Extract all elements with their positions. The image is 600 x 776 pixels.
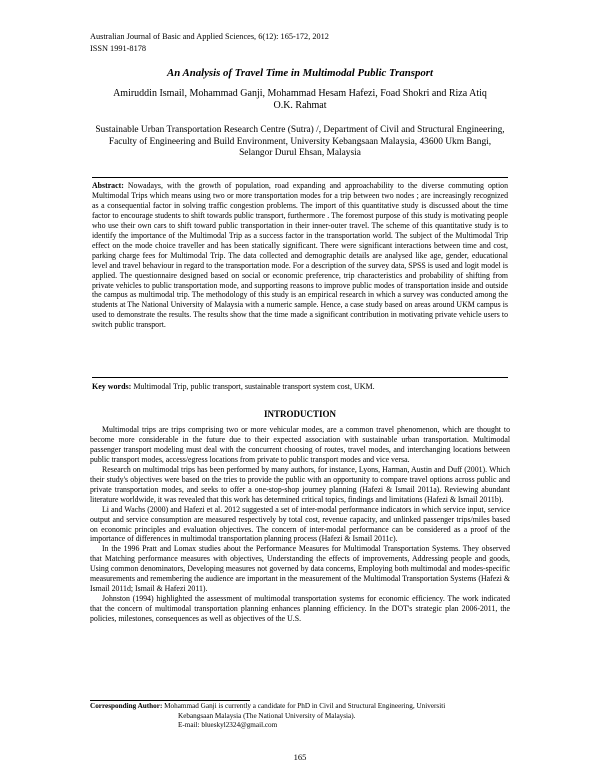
abstract <box>92 181 508 330</box>
footnote-rule <box>90 700 250 701</box>
journal-citation: Australian Journal of Basic and Applied Sciences, 6(12): 165-172, 2012 <box>90 32 329 41</box>
footnote-line-1 <box>90 702 520 712</box>
journal-issn: ISSN 1991-8178 <box>90 43 147 53</box>
page-number: 165 <box>293 752 307 762</box>
abstract-label: Abstract: <box>92 181 124 190</box>
paragraph: In the 1996 Pratt and Lomax studies about the Performance Measures for Multimodal Transportation Systems. They observed that Matching performance measures with objectives, Understanding the effects of improvements, Addressing people and goods, Using common denominators, Developing measures not governed by data concerns, Employing both multimodal and modes-specific measurements and remembering the audience are important in the measurement of the Multimodal Transportation Systems (Hafezi & Ismail 2011d; Ismail & Hafezi 2011). <box>90 544 510 594</box>
footnote-text-2: Kebangsaan Malaysia (The National University of Malaysia). <box>178 711 356 720</box>
footnote-email: E-mail: blueskyl2324@gmail.com <box>178 721 278 729</box>
paragraph: Li and Wachs (2000) and Hafezi et al. 2012 suggested a set of inter-modal performance indicators in which service input, service output and service consumption are measured respectively by total cost, revenue capacity, and unlinked passenger trips/miles based on economic principles and evaluation objectives. The concern of inter-modal performance can be considered as a proof of the importance of differences in multimodal transportation planning process (Hafezi & Ismail 2011c). <box>90 504 510 544</box>
corresponding-author-footnote <box>90 702 520 731</box>
paragraph: Multimodal trips are trips comprising two or more vehicular modes, are a common travel phenomenon, which are thought to become more considerable in the future due to their expected association with sustainable urban transportation. Multimodal passenger transport modeling must deal with the concurrent choosing of routes, travel modes, and interchanging locations between public transport modes, access/egress locations from private to public transport modes and vice versa. <box>90 425 510 464</box>
abstract-top-rule <box>92 177 508 178</box>
paper-authors: Amiruddin Ismail, Mohammad Ganji, Mohammad Hesam Hafezi, Foad Shokri and Riza Atiq O.K. Rahmat <box>113 88 487 111</box>
abstract-bottom-rule <box>92 377 508 378</box>
abstract-text: Nowadays, with the growth of population, road expanding and approachability to the diverse commuting option Multimodal Trips which means using two or more transportation modes for a trip between two nodes ; are increasingly recognized as a consequential factor in solving traffic congestion problems. The import of this quantitative study is discussed about the time factor to encourage students to shift towards public transport, furthermore . The foremost purpose of this study is motivating people who use their own cars to shift toward public transportation in their inner-outer travel. The scheme of this quantitative study is to identify the importance of the Multimodal Trip as a success factor in the transportation world. The subject of the Multimodal Trip effect on the mode choice traveller and has been statically significant. There were significant interactions between time and cost, parking charge fees for Multimodal Trip. The data collected and demographic details are analysed like age, gender, educational level and travel behaviour in regard to the transportation mode. For a description of the survey data, SPSS is used and logit model is applied. The questionnaire designed based on social or economic preference, trip characteristics and probability of shifting from private vehicles to public transportation mode, and supporting reasons to improve public modes of transportation inside and outside the campus as multimodal trip. The methodology of this study is an empirical research in which a survey was conducted among the students at The National University of Malaysia with a numeric sample. Hence, a case study based on areas around UKM campus is used to demonstrate the results. The results show that the time made a significant contribution in motivating private vehicle users to switch public transport. <box>92 181 509 330</box>
footnote-text-1: Mohammad Ganji is currently a candidate for PhD in Civil and Structural Engineering, Universiti <box>164 702 446 710</box>
keywords-text: Multimodal Trip, public transport, sustainable transport system cost, UKM. <box>133 382 375 391</box>
journal-header <box>90 31 329 54</box>
paragraph: Research on multimodal trips has been performed by many authors, for instance, Lyons, Harman, Austin and Duff (2001). Which their study's objectives were based on the tries to provide the public with an opportunity to compare travel options across public and private transportation modes, and seeks to offer a one-stop-shop journey planning (Hafezi & Ismail 2011a). Reviewing abundant literature worldwide, it was revealed that this work has determined critical topics, findings and limitations (Hafezi & Ismail 2011b). <box>90 464 510 504</box>
paper-title: An Analysis of Travel Time in Multimodal Public Transport <box>167 67 433 79</box>
keywords-label: Key words: <box>92 382 132 391</box>
footnote-label: Corresponding Author: <box>90 702 163 710</box>
paper-affiliation: Sustainable Urban Transportation Research Centre (Sutra) /, Department of Civil and Structural Engineering, Faculty of Engineering and Build Environment, University Kebangsaan Malaysia, 43600 Ukm Bangi, Selangor Durul Ehsan, Malaysia <box>95 125 505 159</box>
keywords <box>92 382 508 392</box>
section-heading-introduction: INTRODUCTION <box>263 409 336 419</box>
introduction-body <box>90 425 510 624</box>
paragraph: Johnston (1994) highlighted the assessment of multimodal transportation systems for economic efficiency. The work indicated that the concern of multimodal transportation planning enhances planning efficiency. In the DOT's strategic plan 2006-2011, the policies, milestones, consequences as well as objectives of the U.S. <box>90 594 510 624</box>
